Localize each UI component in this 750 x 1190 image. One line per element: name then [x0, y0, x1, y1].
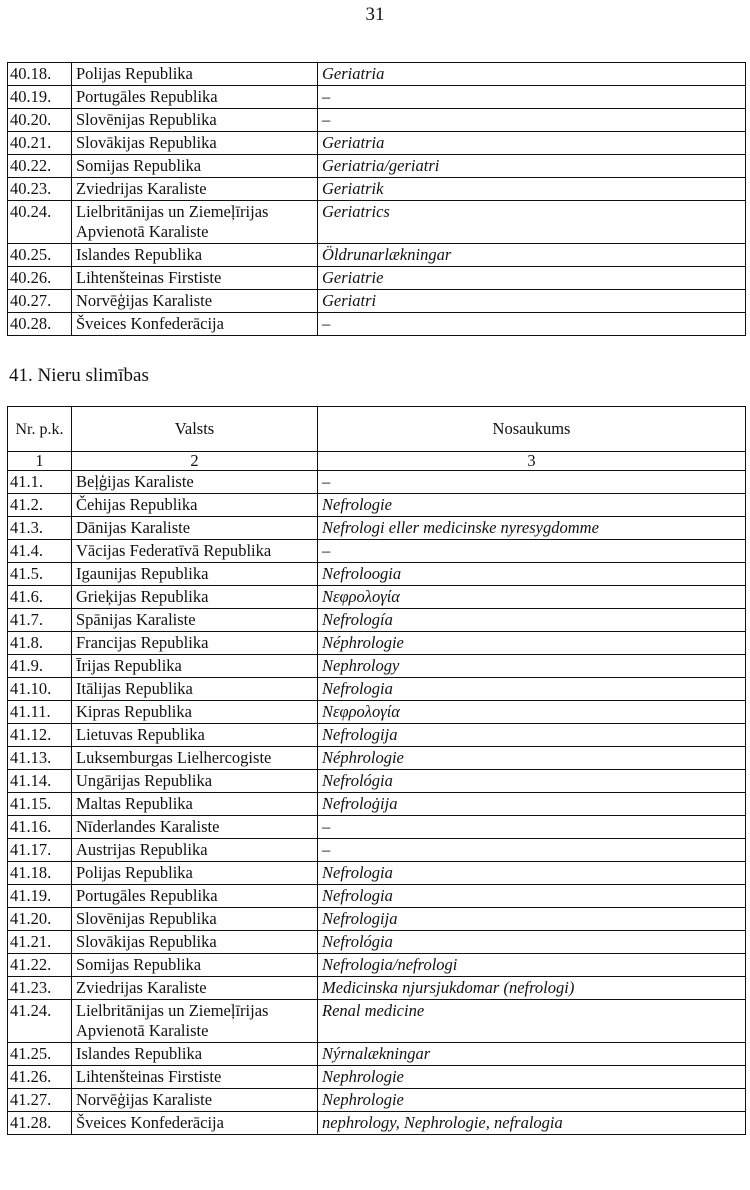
country-cell: Slovākijas Republika	[72, 931, 318, 954]
country-cell: Portugāles Republika	[72, 885, 318, 908]
specialty-name-cell: –	[318, 540, 746, 563]
header-nr: Nr. p.k.	[8, 407, 72, 452]
country-cell: Itālijas Republika	[72, 678, 318, 701]
country-cell: Lihtenšteinas Firstiste	[72, 1066, 318, 1089]
country-cell: Šveices Konfederācija	[72, 313, 318, 336]
country-cell: Islandes Republika	[72, 244, 318, 267]
specialty-name-cell: Nephrologie	[318, 1089, 746, 1112]
specialty-name-cell: Nefrologija	[318, 724, 746, 747]
specialty-name-cell: –	[318, 109, 746, 132]
table-row	[8, 494, 746, 517]
row-number: 41.16.	[8, 816, 72, 839]
specialty-name-cell: Geriatrics	[318, 201, 746, 244]
specialty-name-cell: Νεφρολογία	[318, 701, 746, 724]
row-number: 41.28.	[8, 1112, 72, 1135]
specialty-name-cell: Geriatri	[318, 290, 746, 313]
country-cell: Portugāles Republika	[72, 86, 318, 109]
table-row	[8, 977, 746, 1000]
table-row	[8, 1089, 746, 1112]
country-cell: Grieķijas Republika	[72, 586, 318, 609]
country-cell: Francijas Republika	[72, 632, 318, 655]
specialty-name-cell: Nephrologie	[318, 1066, 746, 1089]
table-geriatrics-continued	[7, 62, 746, 336]
table-row	[8, 540, 746, 563]
row-number: 41.13.	[8, 747, 72, 770]
country-cell: Maltas Republika	[72, 793, 318, 816]
row-number: 41.14.	[8, 770, 72, 793]
row-number: 41.18.	[8, 862, 72, 885]
table-row	[8, 244, 746, 267]
specialty-name-cell: Renal medicine	[318, 1000, 746, 1043]
row-number: 41.11.	[8, 701, 72, 724]
country-cell: Dānijas Karaliste	[72, 517, 318, 540]
row-number: 41.25.	[8, 1043, 72, 1066]
table-row	[8, 701, 746, 724]
specialty-name-cell: Nefrologi eller medicinske nyresygdomme	[318, 517, 746, 540]
col-number-2: 2	[72, 452, 318, 471]
table-row	[8, 816, 746, 839]
table-row	[8, 1000, 746, 1043]
table-header-row	[8, 407, 746, 452]
col-number-3: 3	[318, 452, 746, 471]
row-number: 40.19.	[8, 86, 72, 109]
specialty-name-cell: Nefrológia	[318, 770, 746, 793]
row-number: 41.10.	[8, 678, 72, 701]
specialty-name-cell: Medicinska njursjukdomar (nefrologi)	[318, 977, 746, 1000]
country-cell: Polijas Republika	[72, 862, 318, 885]
table-row	[8, 655, 746, 678]
table-row	[8, 1043, 746, 1066]
col-number-1: 1	[8, 452, 72, 471]
table-row	[8, 471, 746, 494]
table-row	[8, 201, 746, 244]
table-row	[8, 747, 746, 770]
row-number: 41.8.	[8, 632, 72, 655]
specialty-name-cell: Geriatria	[318, 132, 746, 155]
row-number: 41.2.	[8, 494, 72, 517]
specialty-name-cell: –	[318, 86, 746, 109]
row-number: 40.24.	[8, 201, 72, 244]
country-cell: Beļģijas Karaliste	[72, 471, 318, 494]
table-row	[8, 862, 746, 885]
country-cell: Polijas Republika	[72, 63, 318, 86]
row-number: 40.20.	[8, 109, 72, 132]
row-number: 41.12.	[8, 724, 72, 747]
country-cell: Vācijas Federatīvā Republika	[72, 540, 318, 563]
header-country: Valsts	[72, 407, 318, 452]
row-number: 41.26.	[8, 1066, 72, 1089]
specialty-name-cell: nephrology, Nephrologie, nefralogia	[318, 1112, 746, 1135]
row-number: 41.15.	[8, 793, 72, 816]
table-row	[8, 132, 746, 155]
specialty-name-cell: Nefrologia	[318, 678, 746, 701]
country-cell: Norvēģijas Karaliste	[72, 1089, 318, 1112]
specialty-name-cell: Nephrology	[318, 655, 746, 678]
country-cell: Zviedrijas Karaliste	[72, 977, 318, 1000]
table-row	[8, 86, 746, 109]
country-cell: Nīderlandes Karaliste	[72, 816, 318, 839]
specialty-name-cell: –	[318, 471, 746, 494]
row-number: 41.7.	[8, 609, 72, 632]
table-row	[8, 1112, 746, 1135]
specialty-name-cell: Néphrologie	[318, 632, 746, 655]
specialty-name-cell: Nefroloogia	[318, 563, 746, 586]
country-cell: Slovākijas Republika	[72, 132, 318, 155]
table-row	[8, 517, 746, 540]
country-cell: Īrijas Republika	[72, 655, 318, 678]
specialty-name-cell: Öldrunarlækningar	[318, 244, 746, 267]
table-row	[8, 63, 746, 86]
table-row	[8, 267, 746, 290]
row-number: 40.23.	[8, 178, 72, 201]
table-row	[8, 313, 746, 336]
country-cell: Lielbritānijas un Ziemeļīrijas Apvienotā Karaliste	[72, 1000, 318, 1043]
table-row	[8, 724, 746, 747]
country-cell: Zviedrijas Karaliste	[72, 178, 318, 201]
table-row	[8, 793, 746, 816]
country-cell: Slovēnijas Republika	[72, 908, 318, 931]
table-row	[8, 931, 746, 954]
specialty-name-cell: Nefrologie	[318, 494, 746, 517]
table-row	[8, 954, 746, 977]
table-41-body	[8, 471, 746, 1135]
country-cell: Islandes Republika	[72, 1043, 318, 1066]
specialty-name-cell: Nefrologia/nefrologi	[318, 954, 746, 977]
table-row	[8, 770, 746, 793]
table-row	[8, 632, 746, 655]
country-cell: Slovēnijas Republika	[72, 109, 318, 132]
row-number: 40.18.	[8, 63, 72, 86]
specialty-name-cell: Néphrologie	[318, 747, 746, 770]
country-cell: Lihtenšteinas Firstiste	[72, 267, 318, 290]
row-number: 41.17.	[8, 839, 72, 862]
row-number: 41.6.	[8, 586, 72, 609]
specialty-name-cell: Nefrología	[318, 609, 746, 632]
table-row	[8, 609, 746, 632]
table-row	[8, 109, 746, 132]
country-cell: Ungārijas Republika	[72, 770, 318, 793]
country-cell: Igaunijas Republika	[72, 563, 318, 586]
specialty-name-cell: Nefrologija	[318, 908, 746, 931]
row-number: 40.22.	[8, 155, 72, 178]
specialty-name-cell: Nefrologia	[318, 885, 746, 908]
row-number: 41.1.	[8, 471, 72, 494]
column-number-row	[8, 452, 746, 471]
row-number: 40.26.	[8, 267, 72, 290]
table-40-body	[8, 63, 746, 336]
specialty-name-cell: –	[318, 816, 746, 839]
specialty-name-cell: Nefrológia	[318, 931, 746, 954]
specialty-name-cell: Νεφρολογία	[318, 586, 746, 609]
specialty-name-cell: Geriatrik	[318, 178, 746, 201]
country-cell: Lietuvas Republika	[72, 724, 318, 747]
row-number: 41.24.	[8, 1000, 72, 1043]
table-row	[8, 563, 746, 586]
country-cell: Lielbritānijas un Ziemeļīrijas Apvienotā Karaliste	[72, 201, 318, 244]
table-row	[8, 586, 746, 609]
row-number: 41.22.	[8, 954, 72, 977]
country-cell: Čehijas Republika	[72, 494, 318, 517]
row-number: 40.28.	[8, 313, 72, 336]
specialty-name-cell: Nýrnalækningar	[318, 1043, 746, 1066]
specialty-name-cell: –	[318, 313, 746, 336]
country-cell: Somijas Republika	[72, 155, 318, 178]
row-number: 41.19.	[8, 885, 72, 908]
row-number: 41.4.	[8, 540, 72, 563]
specialty-name-cell: Nefrologia	[318, 862, 746, 885]
specialty-name-cell: Geriatria	[318, 63, 746, 86]
row-number: 41.23.	[8, 977, 72, 1000]
row-number: 41.27.	[8, 1089, 72, 1112]
header-name: Nosaukums	[318, 407, 746, 452]
row-number: 41.3.	[8, 517, 72, 540]
table-row	[8, 678, 746, 701]
country-cell: Austrijas Republika	[72, 839, 318, 862]
specialty-name-cell: Geriatria/geriatri	[318, 155, 746, 178]
specialty-name-cell: Geriatrie	[318, 267, 746, 290]
country-cell: Spānijas Karaliste	[72, 609, 318, 632]
row-number: 41.20.	[8, 908, 72, 931]
table-row	[8, 178, 746, 201]
row-number: 40.21.	[8, 132, 72, 155]
row-number: 41.5.	[8, 563, 72, 586]
row-number: 40.27.	[8, 290, 72, 313]
table-row	[8, 908, 746, 931]
table-row	[8, 885, 746, 908]
row-number: 41.9.	[8, 655, 72, 678]
specialty-name-cell: Nefroloġija	[318, 793, 746, 816]
page-number: 31	[365, 4, 385, 25]
country-cell: Norvēģijas Karaliste	[72, 290, 318, 313]
country-cell: Somijas Republika	[72, 954, 318, 977]
table-row	[8, 290, 746, 313]
table-row	[8, 1066, 746, 1089]
country-cell: Šveices Konfederācija	[72, 1112, 318, 1135]
table-row	[8, 839, 746, 862]
country-cell: Luksemburgas Lielhercogiste	[72, 747, 318, 770]
specialty-name-cell: –	[318, 839, 746, 862]
row-number: 40.25.	[8, 244, 72, 267]
table-nephrology	[7, 406, 746, 1135]
section-heading-41: 41. Nieru slimības	[9, 365, 149, 386]
country-cell: Kipras Republika	[72, 701, 318, 724]
table-row	[8, 155, 746, 178]
row-number: 41.21.	[8, 931, 72, 954]
